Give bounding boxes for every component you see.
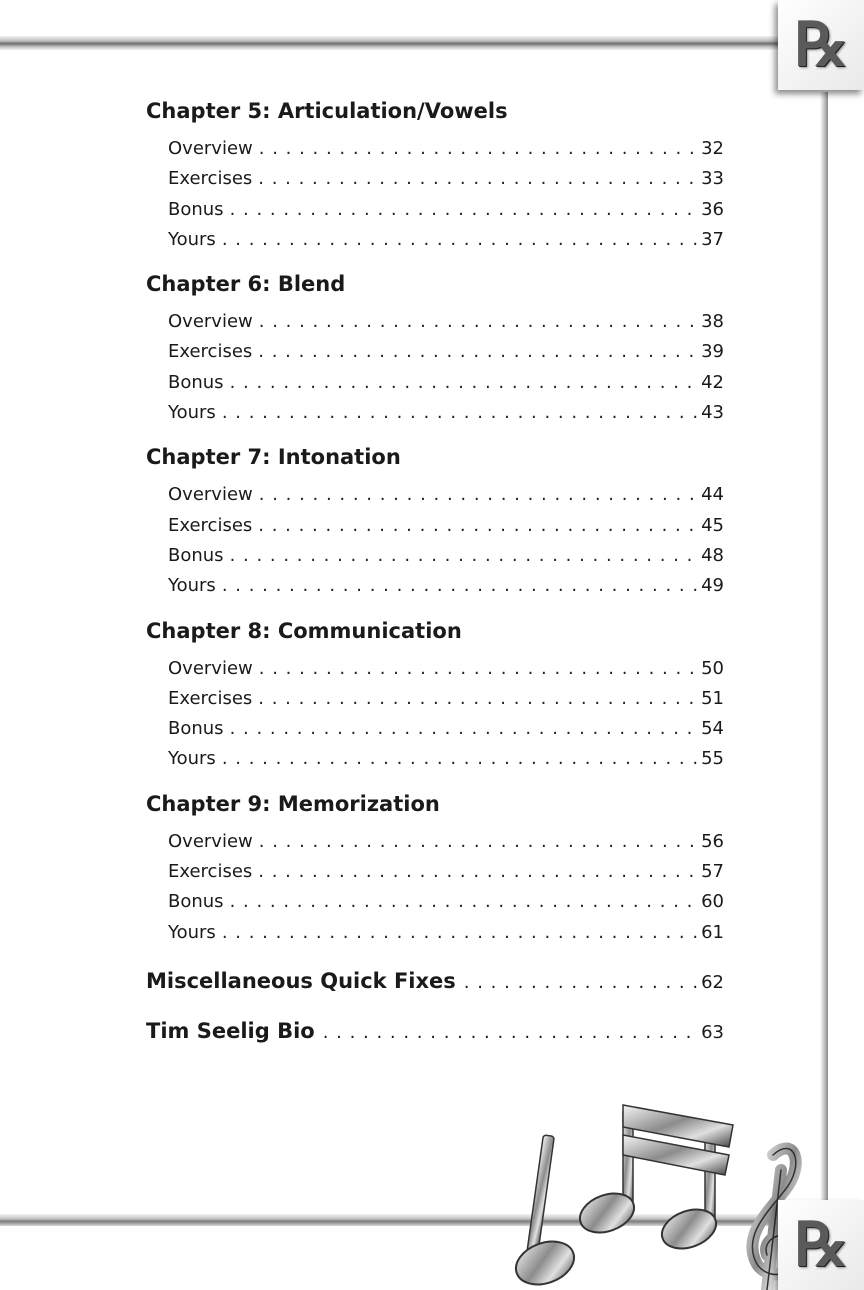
- leader-dots: [258, 337, 699, 367]
- toc-entry[interactable]: [146, 511, 724, 541]
- chapter-section: [146, 616, 724, 775]
- rx-tab-bottom: [778, 1200, 864, 1290]
- toc-entry[interactable]: [146, 398, 724, 428]
- entry-page: 63: [701, 1021, 724, 1043]
- entry-page: 51: [701, 687, 724, 709]
- leader-dots: [230, 887, 700, 917]
- chapter-title[interactable]: Chapter 7: Intonation: [146, 445, 401, 470]
- entry-page: 36: [701, 198, 724, 220]
- toc-entry[interactable]: [146, 857, 724, 887]
- entry-page: 37: [701, 228, 724, 250]
- entry-label: Overview: [168, 138, 253, 159]
- chapter-section: [146, 442, 724, 601]
- toc-entry[interactable]: [146, 307, 724, 337]
- leader-dots: [258, 164, 699, 194]
- rx-icon: ℞: [794, 10, 848, 80]
- chapter-title[interactable]: Chapter 9: Memorization: [146, 791, 440, 816]
- toc-entry[interactable]: [146, 684, 724, 714]
- chapter-title[interactable]: Chapter 5: Articulation/Vowels: [146, 99, 508, 123]
- leader-dots: [259, 654, 699, 684]
- top-decorative-bar: [0, 36, 780, 50]
- rx-icon: ℞: [794, 1210, 848, 1280]
- entry-label: Yours: [168, 228, 216, 250]
- entry-page: 61: [701, 921, 724, 943]
- toc-entry[interactable]: [146, 714, 724, 744]
- chapter-title[interactable]: Chapter 8: Communication: [146, 618, 462, 643]
- entry-page: 32: [701, 138, 724, 159]
- toc-entry[interactable]: [146, 827, 724, 857]
- entry-label: Bonus: [168, 198, 224, 220]
- toc-entry[interactable]: [146, 480, 724, 510]
- entry-label: Exercises: [168, 861, 253, 883]
- chapter-section: [146, 269, 724, 428]
- entry-label: Bonus: [168, 371, 224, 393]
- entry-page: 39: [701, 341, 724, 363]
- toc-entry[interactable]: [146, 571, 724, 601]
- entry-label: Bonus: [168, 891, 224, 913]
- entry-label: Overview: [168, 830, 253, 852]
- toc-entry[interactable]: [146, 368, 724, 398]
- entry-label: Overview: [168, 311, 253, 333]
- toc-entry[interactable]: [146, 744, 724, 774]
- leader-dots: [230, 714, 700, 744]
- entry-label: Bonus: [168, 718, 224, 740]
- leader-dots: [258, 857, 699, 887]
- entry-label: Exercises: [168, 687, 253, 709]
- entry-label: Yours: [168, 402, 216, 424]
- entry-page: 33: [701, 168, 724, 190]
- toc-entry[interactable]: [146, 195, 724, 225]
- chapter-section: [146, 789, 724, 948]
- leader-dots: [222, 225, 699, 255]
- toc-entry[interactable]: [146, 887, 724, 917]
- entry-label: Yours: [168, 921, 216, 943]
- leader-dots: [323, 1018, 699, 1048]
- leader-dots: [230, 368, 700, 398]
- entry-label: Miscellaneous Quick Fixes: [146, 968, 456, 993]
- entry-label: Exercises: [168, 168, 253, 190]
- entry-label: Yours: [168, 748, 216, 770]
- leader-dots: [230, 541, 700, 571]
- chapter-section: [146, 96, 724, 255]
- leader-dots: [258, 684, 699, 714]
- leader-dots: [222, 918, 699, 948]
- entry-page: 48: [701, 544, 724, 566]
- toc-entry[interactable]: [146, 337, 724, 367]
- leader-dots: [259, 134, 699, 164]
- leader-dots: [258, 511, 699, 541]
- chapter-title[interactable]: Chapter 6: Blend: [146, 272, 346, 297]
- toc-entry[interactable]: [146, 164, 724, 194]
- entry-label: Exercises: [168, 514, 253, 536]
- entry-page: 55: [701, 748, 724, 770]
- leader-dots: [464, 968, 699, 998]
- leader-dots: [222, 398, 699, 428]
- entry-label: Overview: [168, 657, 253, 679]
- leader-dots: [230, 195, 700, 225]
- leader-dots: [259, 480, 699, 510]
- leader-dots: [222, 571, 699, 601]
- entry-page: 38: [701, 311, 724, 333]
- table-of-contents: [146, 96, 724, 1046]
- entry-page: 49: [701, 575, 724, 597]
- music-notes-icon: [505, 1095, 815, 1290]
- leader-dots: [259, 827, 699, 857]
- toc-entry[interactable]: [146, 134, 724, 164]
- toc-entry[interactable]: [146, 225, 724, 255]
- entry-page: 45: [701, 514, 724, 536]
- toc-entry[interactable]: [146, 918, 724, 948]
- entry-page: 44: [701, 484, 724, 506]
- rx-tab-top: [778, 0, 864, 90]
- entry-page: 42: [701, 371, 724, 393]
- entry-page: 57: [701, 861, 724, 883]
- entry-label: Overview: [168, 484, 253, 506]
- entry-label: Exercises: [168, 341, 253, 363]
- entry-page: 43: [701, 402, 724, 424]
- chapter-list: [146, 96, 724, 948]
- entry-page: 56: [701, 830, 724, 852]
- entry-label: Tim Seelig Bio: [146, 1018, 315, 1043]
- toc-entry[interactable]: [146, 541, 724, 571]
- toc-entry[interactable]: [146, 654, 724, 684]
- toc-entry-misc-quick-fixes[interactable]: [146, 966, 724, 996]
- entry-page: 54: [701, 718, 724, 740]
- entry-page: 62: [701, 971, 724, 993]
- entry-page: 50: [701, 657, 724, 679]
- entry-label: Yours: [168, 575, 216, 597]
- leader-dots: [259, 307, 699, 337]
- leader-dots: [222, 744, 699, 774]
- right-decorative-rail: [820, 92, 828, 1202]
- entry-page: 60: [701, 891, 724, 913]
- entry-label: Bonus: [168, 544, 224, 566]
- toc-entry-bio[interactable]: [146, 1016, 724, 1046]
